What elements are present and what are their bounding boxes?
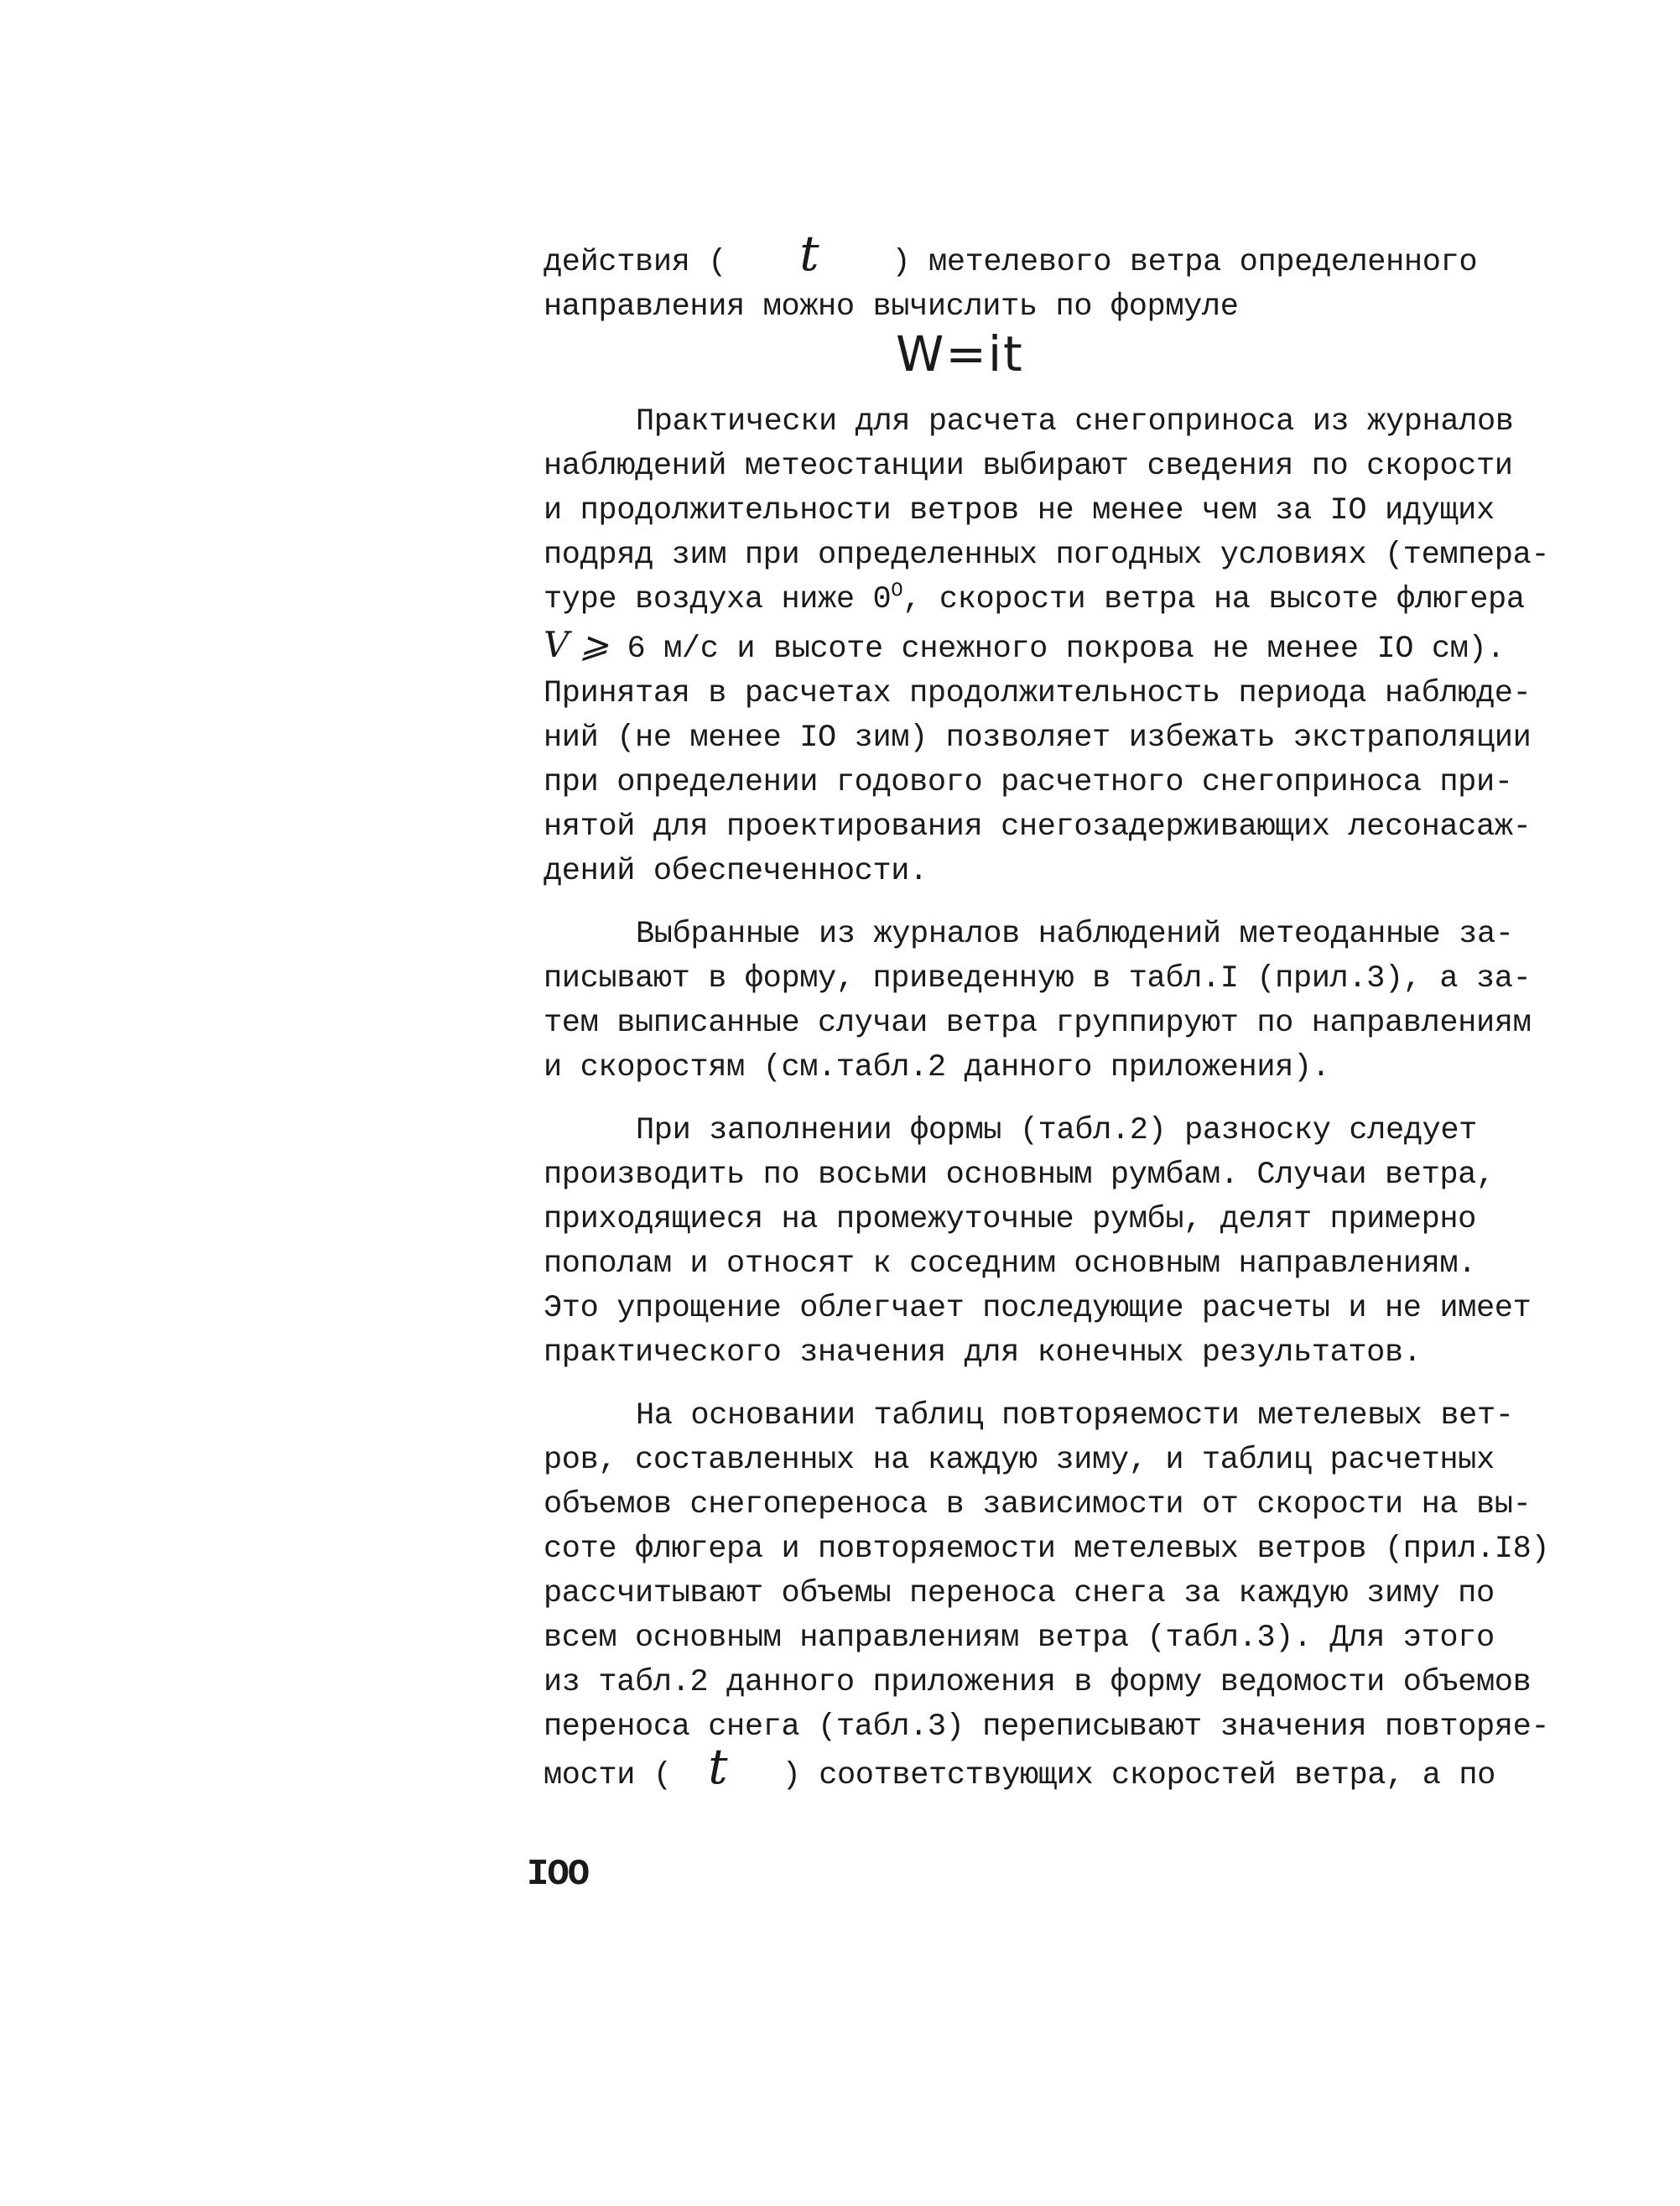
text-line: рассчитывают объемы переноса снега за каждую зиму по [544, 1576, 1495, 1611]
text-line: туре воздуха ниже $0^O$, скорости ветра на высоте флюгера [544, 580, 1525, 617]
page-number: IOO [527, 1854, 589, 1896]
paragraph-3 [544, 1109, 1550, 1376]
text-line: Это упрощение облегчает последующие расчеты и не имеет [544, 1291, 1532, 1326]
handwritten-v-symbol: V ⩾ [544, 624, 609, 665]
paragraph-2 [544, 913, 1550, 1090]
text-line: производить по восьми основным румбам. Случаи ветра, [544, 1158, 1495, 1193]
text-line: дений обеспеченности. [544, 854, 928, 889]
text-line: при определении годового расчетного снегоприноса при- [544, 765, 1513, 800]
text-line: соте флюгера и повторяемости метелевых ветров (прил.I8) [544, 1532, 1550, 1567]
text-line: объемов снегопереноса в зависимости от скорости на вы- [544, 1487, 1532, 1522]
text-line: писывают в форму, приведенную в табл.I (прил.3), а за- [544, 961, 1532, 996]
text-line: ров, составленных на каждую зиму, и таблиц расчетных [544, 1443, 1495, 1478]
text-line: нятой для проектирования снегозадерживающих лесонасаж- [544, 809, 1532, 845]
handwritten-t-symbol: t [708, 1738, 728, 1795]
text-line: пополам и относят к соседним основным направлениям. [544, 1246, 1476, 1282]
paragraph-4 [544, 1394, 1550, 1798]
text-line: мости ( t ) соответствующих скоростей ветра, а по [544, 1738, 1495, 1795]
handwritten-t-symbol: t [799, 225, 819, 282]
text-line: и продолжительности ветров не менее чем за IO идущих [544, 493, 1495, 528]
text-line [544, 225, 1550, 285]
text-line: из табл.2 данного приложения в форму ведомости объемов [544, 1665, 1532, 1700]
text-line: переноса снега (табл.3) переписывают значения повторяе- [544, 1709, 1550, 1745]
text-line: подряд зим при определенных погодных условиях (темпера- [544, 538, 1550, 573]
superscript-degree: O [891, 580, 903, 603]
text-line: и скоростям (см.табл.2 данного приложения). [544, 1050, 1330, 1085]
text-line: направления можно вычислить по формуле [544, 289, 1239, 325]
text-fragment: действия ( [544, 245, 727, 280]
text-line: Принятая в расчетах продолжительность периода наблюде- [544, 676, 1532, 711]
text-line: Выбранные из журналов наблюдений метеоданные за- [636, 917, 1514, 952]
text-line: тем выписанные случаи ветра группируют по направлениям [544, 1006, 1532, 1041]
document-body [544, 225, 1550, 1798]
text-line: На основании таблиц повторяемости метелевых вет- [636, 1398, 1514, 1433]
text-line: практического значения для конечных результатов. [544, 1335, 1422, 1371]
text-line: При заполнении формы (табл.2) разноску следует [636, 1113, 1477, 1148]
text-line: V ⩾ 6 м/с и высоте снежного покрова не менее IO см). [544, 624, 1506, 667]
paragraph-1 [544, 400, 1550, 894]
text-line: Практически для расчета снегоприноса из журналов [636, 404, 1514, 440]
text-line: ний (не менее IO зим) позволяет избежать экстраполяции [544, 721, 1532, 756]
text-line: всем основным направлениям ветра (табл.3). Для этого [544, 1621, 1495, 1656]
text-line: наблюдений метеостанции выбирают сведения по скорости [544, 449, 1513, 484]
text-fragment: ) метелевого ветра определенного [892, 245, 1478, 280]
handwritten-formula: W=it [896, 325, 1024, 382]
text-line: приходящиеся на промежуточные румбы, делят примерно [544, 1202, 1476, 1237]
